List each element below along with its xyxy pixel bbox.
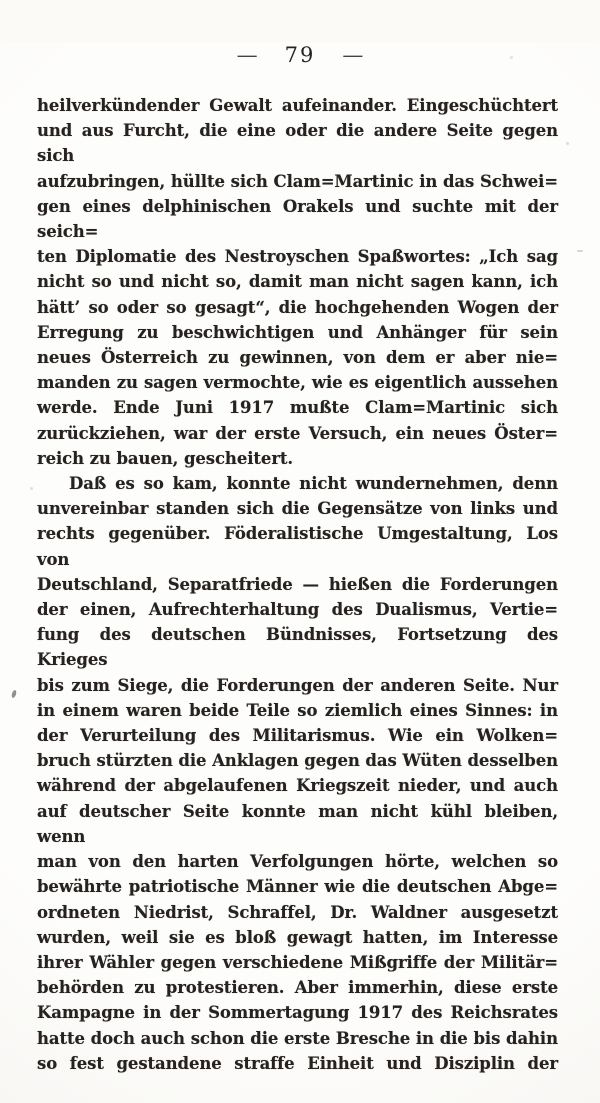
text-line: ordneten Niedrist, Schraffel, Dr. Waldner ausgesetzt [37, 902, 558, 922]
text-line: aufzubringen, hüllte sich Clam=Martinic in das Schwei= [37, 171, 558, 191]
text-line: in einem waren beide Teile so ziemlich eines Sinnes: in [37, 700, 558, 720]
text-line: während der abgelaufenen Kriegszeit nieder, und auch [37, 776, 558, 796]
page-body [37, 93, 558, 1076]
scan-speck [577, 250, 583, 252]
text-line: gen eines delphinischen Orakels und suchte mit der seich= [37, 196, 558, 242]
text-line: bruch stürzten die Anklagen gegen das Wüten desselben [37, 751, 558, 771]
text-line: behörden zu protestieren. Aber immerhin, diese erste [37, 978, 558, 998]
text-line: ihrer Wähler gegen verschiedene Mißgriffe der Militär= [37, 952, 558, 972]
text-line: reich zu bauen, gescheitert. [37, 448, 294, 468]
text-line: bis zum Siege, die Forderungen der anderen Seite. Nur [37, 675, 558, 695]
text-line: manden zu sagen vermochte, wie es eigentlich aussehen [37, 373, 558, 393]
text-line: der einen, Aufrechterhaltung des Dualismus, Vertie= [37, 600, 558, 620]
text-line: fung des deutschen Bündnisses, Fortsetzung des Krieges [37, 625, 558, 670]
text-line: rechts gegenüber. Föderalistische Umgestaltung, Los von [37, 524, 558, 569]
text-line: hätt’ so oder so gesagt“, die hochgehenden Wogen der [37, 297, 558, 317]
scan-speck [11, 690, 17, 699]
scan-speck [566, 142, 569, 145]
text-line: der Verurteilung des Militarismus. Wie ein Wolken= [37, 726, 558, 746]
text-line: unvereinbar standen sich die Gegensätze von links und [37, 499, 558, 519]
text-line: werde. Ende Juni 1917 mußte Clam=Martinic sich [37, 398, 558, 418]
book-page [0, 42, 600, 1103]
text-line: bewährte patriotische Männer wie die deutschen Abge= [37, 877, 558, 897]
text-line: zurückziehen, war der erste Versuch, ein neues Öster= [37, 423, 558, 443]
text-line: nicht so und nicht so, damit man nicht sagen kann, ich [37, 272, 558, 292]
text-line: Kampagne in der Sommertagung 1917 des Reichsrates [37, 1003, 558, 1023]
scan-speck [30, 487, 33, 490]
header-left-dash: — [236, 43, 258, 67]
text-line: ten Diplomatie des Nestroyschen Spaßwortes: „Ich sag [37, 247, 558, 267]
text-line: man von den harten Verfolgungen hörte, welchen so [37, 852, 558, 872]
text-line: hatte doch auch schon die erste Bresche in die bis dahin [37, 1028, 558, 1048]
text-line: so fest gestandene straffe Einheit und Disziplin der [37, 1053, 558, 1073]
text-line: neues Österreich zu gewinnen, von dem er aber nie= [37, 348, 558, 368]
text-line: Deutschland, Separatfriede — hießen die Forderungen [37, 574, 558, 594]
text-line: wurden, weil sie es bloß gewagt hatten, im Interesse [37, 927, 558, 947]
text-line: Daß es so kam, konnte nicht wundernehmen, denn [69, 474, 558, 494]
scan-speck [510, 56, 513, 59]
text-line: Erregung zu beschwichtigen und Anhänger für sein [37, 322, 558, 342]
text-line: und aus Furcht, die eine oder die andere Seite gegen sich [37, 121, 558, 166]
page-header [0, 42, 600, 68]
page-number: 79 [284, 43, 316, 67]
text-line: heilverkündender Gewalt aufeinander. Eingeschüchtert [37, 96, 558, 115]
header-right-dash: — [342, 43, 364, 67]
text-line: auf deutscher Seite konnte man nicht kühl bleiben, wenn [37, 801, 558, 846]
